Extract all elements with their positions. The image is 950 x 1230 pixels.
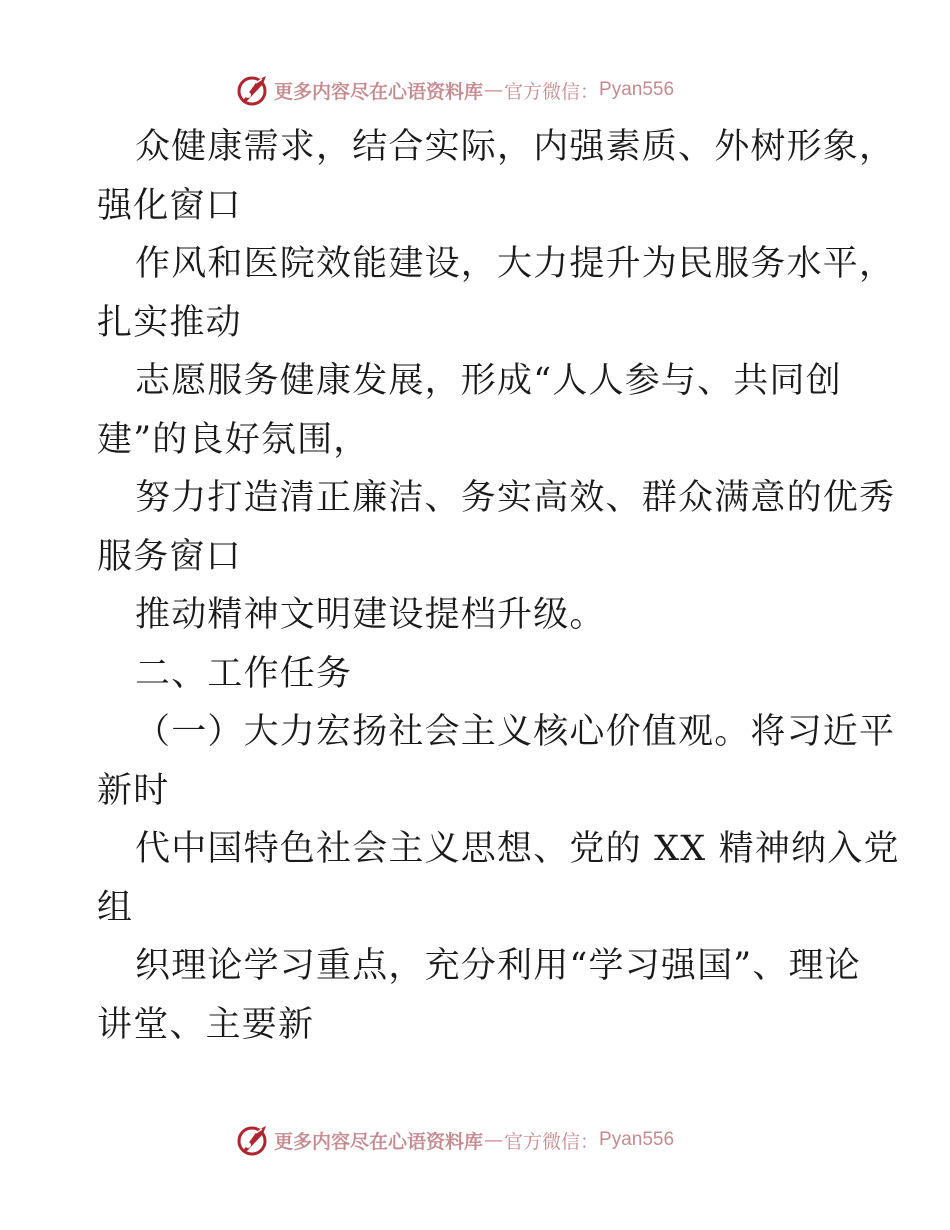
footer-watermark [236,1122,674,1158]
text-line: 推动精神文明建设提档升级。 [135,595,606,635]
document-body [97,118,900,1054]
text-line: 作风和医院效能建设，大力提升为民服务水平， [135,244,896,284]
quill-logo-icon [236,73,270,107]
text-line: 代中国特色社会主义思想、党的 XX 精神纳入党 [135,829,900,869]
header-watermark [236,72,674,108]
watermark-account: Pyan556 [599,1129,675,1150]
text-line: 扎实推动 [97,302,242,343]
text-line: 织理论学习重点，充分利用“学习强国”、理论 [135,946,861,986]
text-line: 讲堂、主要新 [97,1004,315,1045]
watermark-sub-text: 官方微信： [504,80,600,103]
section-heading: 二、工作任务 [135,653,353,694]
text-line: （一）大力宏扬社会主义核心价值观。将习近平 [135,712,896,752]
watermark-sub-text: 官方微信： [504,1130,600,1153]
watermark-separator: — [484,1129,504,1151]
text-line: 新时 [97,770,170,811]
text-line: 志愿服务健康发展，形成“人人参与、共同创 [135,361,842,401]
quill-logo-icon [236,1123,270,1157]
watermark-account: Pyan556 [599,79,675,100]
text-line: 服务窗口 [97,536,242,577]
watermark-main-text: 更多内容尽在心语资料库 [274,1130,484,1153]
text-line: 众健康需求，结合实际，内强素质、外树形象， [135,127,896,167]
watermark-main-text: 更多内容尽在心语资料库 [274,80,484,103]
text-line: 努力打造清正廉洁、务实高效、群众满意的优秀 [135,478,896,518]
text-line: 组 [97,887,134,928]
text-line: 建”的良好氛围， [97,419,370,460]
text-line: 强化窗口 [97,185,242,226]
watermark-separator: — [484,79,504,101]
